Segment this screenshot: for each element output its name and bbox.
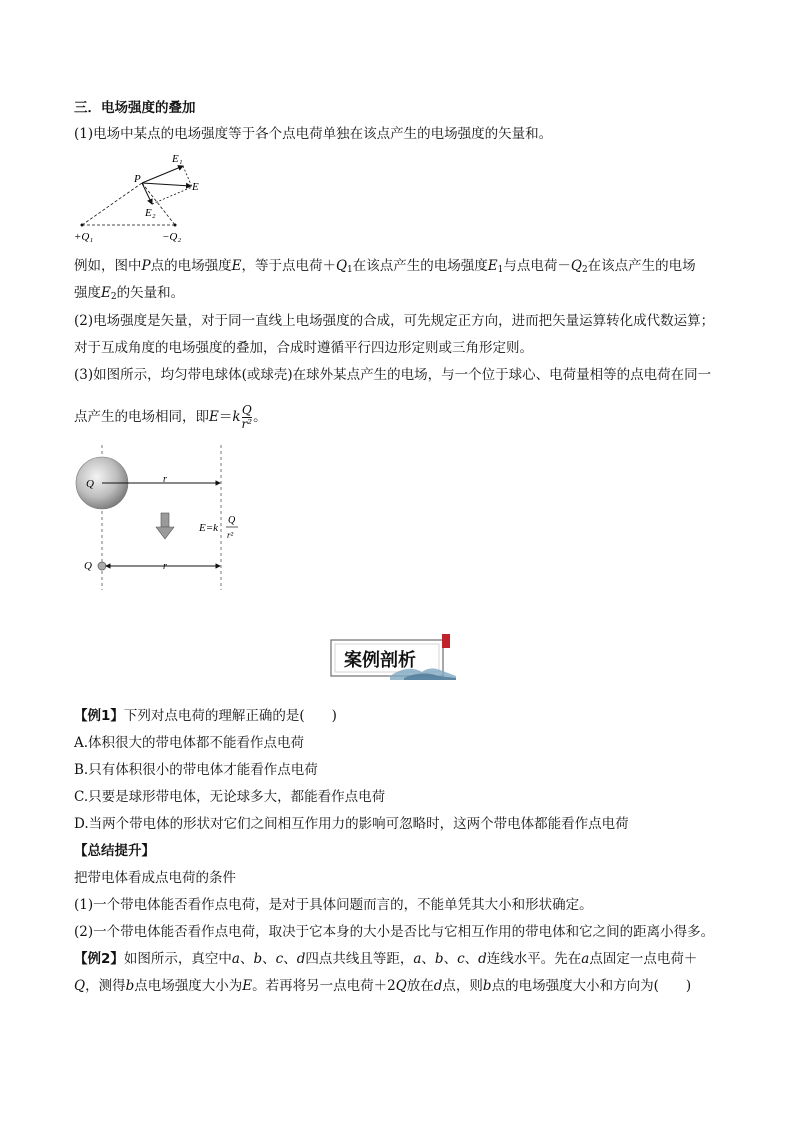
formula-e-k: E=k [199, 522, 219, 534]
formula-fraction [242, 404, 253, 431]
symbol-q: Q [74, 978, 86, 994]
text: 在该点产生的电场强度 [352, 258, 488, 274]
text: 点电场强度大小为 [134, 978, 243, 994]
point-b: b [125, 978, 135, 994]
text: 点的电场强度 [150, 258, 232, 274]
label-e2: E₂ [145, 207, 156, 219]
dashed-line-q1 [82, 183, 142, 225]
symbol-q2: Q [570, 258, 582, 274]
parallelogram-side-1 [183, 166, 192, 187]
point-a: a [413, 951, 422, 967]
label-q2: −Q₂ [162, 231, 182, 243]
subscript: 1 [347, 265, 353, 275]
summary-title: 把带电体看成点电荷的条件 [74, 870, 236, 886]
text: 在该点产生的电场 [587, 258, 696, 274]
section-heading: 三．电场强度的叠加 [74, 100, 196, 116]
text: 放在 [406, 978, 434, 994]
vector-e [142, 183, 191, 186]
text: 、 [239, 951, 254, 967]
text: 点的电场强度大小和方向为( ) [491, 978, 692, 994]
superposition-figure [70, 150, 220, 245]
text: 、 [443, 951, 458, 967]
text: 、 [262, 951, 276, 967]
text: 、 [421, 951, 435, 967]
summary-point-2: (2)一个带电体能否看作点电荷，取决于它本身的大小是否比与它相互作用的带电体和它之间的距离小得多。 [74, 924, 715, 940]
subscript: 2 [581, 265, 588, 275]
paragraph-3-line-1: (2)电场强度是矢量，对于同一直线上电场强度的合成，可先规定正方向，进而把矢量运算转化成代数运算； [74, 313, 715, 329]
text: 与点电荷－ [503, 258, 571, 274]
label-q-point: Q [84, 560, 92, 572]
point-b: b [482, 978, 492, 994]
text: 的矢量和。 [116, 285, 185, 301]
parallelogram-side-2 [152, 187, 192, 204]
text: 点固定一点电荷＋ [589, 951, 698, 967]
text: 例如，图中 [74, 258, 142, 274]
example-2-tag: 【例2】 [74, 951, 124, 967]
sphere-equivalence-figure [70, 445, 260, 590]
text: 如图所示，真空中 [123, 951, 232, 967]
paragraph-3-line-2: 对于互成角度的电场强度的叠加，合成时遵循平行四边形定则或三角形定则。 [74, 340, 533, 356]
text: 连线水平。先在 [486, 951, 582, 967]
label-e1: E₁ [172, 153, 183, 165]
point-d: d [296, 951, 306, 967]
point-b: b [434, 951, 444, 967]
symbol-e1: E [487, 258, 498, 274]
text: ，等于点电荷＋ [241, 258, 336, 274]
option-a: A.体积很大的带电体都不能看作点电荷 [74, 735, 305, 751]
text: 、 [464, 951, 479, 967]
point-b: b [253, 951, 263, 967]
symbol-p: P [141, 258, 151, 274]
formula-k: k [232, 409, 241, 425]
summary-point-1: (1)一个带电体能否看作点电荷，是对于具体问题而言的，不能单凭其大小和形状确定。 [74, 897, 593, 913]
paragraph-2-line-2 [74, 284, 184, 306]
formula-q: Q [228, 515, 236, 526]
formula-e: E [209, 409, 219, 425]
point-c: c [457, 951, 465, 967]
text: 。若再将另一点电荷＋2 [252, 978, 396, 994]
paragraph-4-line-1: (3)如图所示，均匀带电球体(或球壳)在球外某点产生的电场，与一个位于球心、电荷量相等的点电荷在同一 [74, 367, 712, 383]
symbol-e: E [231, 258, 242, 274]
symbol-e2: E [101, 285, 111, 301]
text: 。 [253, 409, 267, 425]
symbol-q: Q [395, 978, 407, 994]
down-arrow-icon [161, 513, 169, 527]
label-q1: +Q₁ [74, 231, 94, 243]
point-d: d [433, 978, 443, 994]
formula-denominator: r² [241, 417, 253, 431]
formula-r2: r² [227, 530, 234, 540]
example-2-line-2 [74, 977, 691, 995]
vector-e2 [142, 183, 152, 204]
symbol-q1: Q [335, 258, 348, 274]
banner-graphic [330, 634, 456, 682]
case-analysis-banner [330, 634, 456, 682]
option-b: B.只有体积很小的带电体才能看作点电荷 [74, 762, 318, 778]
label-r-bottom: r [163, 561, 167, 572]
vector-e1 [142, 166, 183, 183]
summary-tag: 【总结提升】 [74, 843, 155, 859]
down-arrow-head-icon [156, 527, 174, 539]
subscript: 2 [110, 292, 117, 302]
subscript: 1 [497, 265, 504, 275]
text: 强度 [74, 285, 101, 301]
charge-q1-dot [81, 224, 84, 227]
example-1-stem: 下列对点电荷的理解正确的是( ) [123, 708, 337, 724]
option-d: D.当两个带电体的形状对它们之间相互作用力的影响可忽略时，这两个带电体都能看作点电荷 [74, 816, 629, 832]
text: 点，则 [442, 978, 483, 994]
text: ，测得 [85, 978, 126, 994]
formula-eq: ＝ [218, 409, 233, 425]
label-r-top: r [163, 474, 167, 485]
paragraph-2-line-1 [74, 257, 696, 279]
symbol-e: E [242, 978, 253, 994]
paragraph-1: (1)电场中某点的电场强度等于各个点电荷单独在该点产生的电场强度的矢量和。 [74, 126, 553, 142]
point-charge [98, 562, 106, 570]
text: 点产生的电场相同，即 [74, 409, 209, 425]
text: 、 [283, 951, 297, 967]
point-a: a [581, 951, 590, 967]
point-d: d [478, 951, 487, 967]
option-c: C.只要是球形带电体，无论球多大，都能看作点电荷 [74, 789, 386, 805]
label-e: E [192, 181, 199, 193]
banner-red-corner [442, 634, 450, 648]
point-c: c [275, 951, 284, 967]
text: 四点共线且等距， [305, 951, 414, 967]
banner-title: 案例剖析 [344, 650, 416, 670]
formula-numerator: Q [241, 403, 252, 417]
point-a: a [231, 951, 240, 967]
label-p: P [134, 173, 141, 185]
paragraph-4-line-2 [74, 404, 267, 431]
charge-q2-dot [174, 224, 177, 227]
example-1-tag: 【例1】 [74, 708, 124, 724]
example-1-question [74, 707, 337, 725]
example-2-line-1 [74, 950, 697, 968]
label-q-sphere: Q [86, 478, 94, 490]
